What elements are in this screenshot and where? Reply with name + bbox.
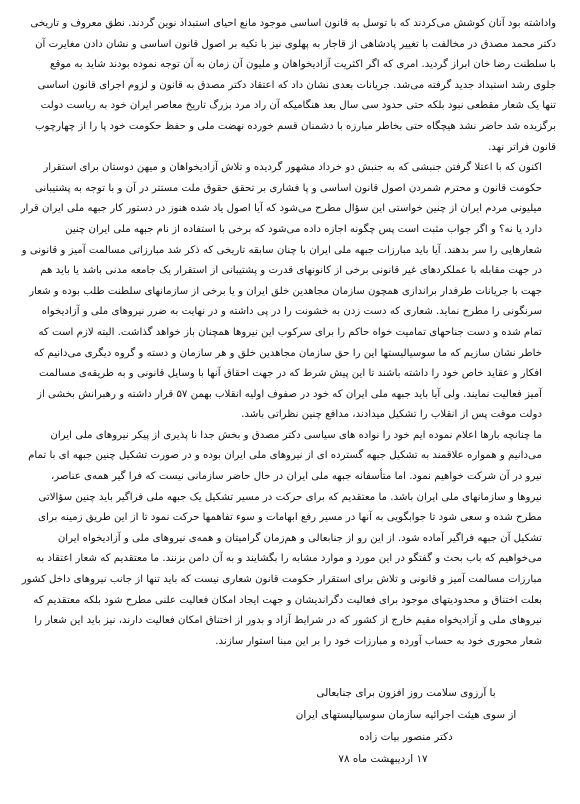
text-line: در جهت مقابله با عملکردهای غیر قانونی برخی از کانونهای قدرت و پشتیبانی از استقرار یک جامعه مدنی باشد یا باید هم xyxy=(40,265,542,277)
signature-name: دکتر منصور بیات زاده xyxy=(359,731,453,744)
text-line: تمام شده و دست جناحهای تمامیت خواه حاکم را برای سرکوب این نیروها همچنان باز خواهد گذاشت. البته لازم است که xyxy=(38,326,542,338)
text-line: دارد یا نه؟ و اگر جواب مثبت است پس چگونه اجازه داده می‌شود که برخی با استفاده از نام جبهه ملی ایران چنین xyxy=(65,223,542,235)
text-line: دکتر محمد مصدق در مخالفت با تغییر پادشاهی از قاجار به پهلوی نیز با تکیه بر اصول قانون اساسی و نشان دادن مغایرت آن xyxy=(35,38,556,50)
text-line: جلوی رشد استبداد جدید گرفته می‌شد. جریانات بعدی نشان داد که اعتقاد دکتر مصدق به قانون و لزوم اجرای قانون اساسی xyxy=(37,79,556,91)
signature-date: ۱۷ اردیبهشت ماه ۷۸ xyxy=(338,753,428,766)
text-line: ما چنانچه بارها اعلام نموده ایم خود را نواده های سیاسی دکتر مصدق و بخش جدا نا پذیری از پیکر نیروهای ملی ایران xyxy=(50,429,542,441)
text-line: قانون فراتر نهد. xyxy=(488,141,556,153)
paragraph-3 xyxy=(18,426,556,653)
text-line: شعارهایی را سر بدهند. آیا باید مبارزات جبهه ملی ایران با چنان سابقه تاریخی که ذکر شد مبارزاتی مسالمت آمیز و قانونی و xyxy=(21,244,542,256)
signature-block xyxy=(256,682,556,770)
text-line: سرنگونی را مطرح نماید. شعاری که دست زدن به خشونت را در پی داشته و در نهایت به ضرر نیروهای ملی و آزادیخواه xyxy=(41,306,542,318)
text-line: می‌دانیم و همواره علاقمند به تشکیل جبهه گسترده ای از نیروهای ملی ایران بوده و در صورت تشکیل چنین جبهه ای با تمام xyxy=(28,450,542,462)
text-line: بعلت اختناق و محدودیتهای موجود برای فعالیت دگراندیشان و جهت ایجاد امکان فعالیت علنی مطرح شود بلکه معتقدیم که xyxy=(33,594,542,606)
text-line: نیروها و سازمانهای ملی ایران باشد. ما معتقدیم که برای حرکت در مسیر تشکیل یک جبهه ملی فراگیر باید چنین سؤالاتی xyxy=(38,491,542,503)
text-line: تشکیل آن جبهه فراگیر آماده شود. از این رو از جنابعالی و هم‌زمان گرامیتان و همه‌ی نیروهای ملی و آزادیخواه ایران xyxy=(57,532,542,544)
text-line: با سلطنت رضا خان ابراز گردید. امری که اگر اکثریت آزادیخواهان و ملیون آن زمان به آن توجه نموده بودند شاید به موقع xyxy=(50,59,556,71)
paragraph-1 xyxy=(18,14,556,158)
text-line: خاطر نشان سازیم که ما سوسیالیستها این را حق سازمان مجاهدین خلق و هر سازمان و دسته و گروه دیگری می‌دانیم که xyxy=(33,347,542,359)
text-line: اکنون که با اعتلا گرفتن جنبشی که به جنبش دو خرداد مشهور گردیده و تلاش آزادیخواهان و میهن دوستان برای استقرار xyxy=(43,162,542,174)
signature-organization: از سوی هیئت اجرائیه سازمان سوسیالیستهای ایران xyxy=(295,709,517,722)
text-line: میلیونی مردم ایران از چنین خواستی این سؤال مطرح می‌شود که آیا اصول یاد شده هنوز در دستور کار جبهه ملی ایران قرار xyxy=(20,203,542,215)
text-line: افکار و عقاید خاص خود را داشته باشند تا این پیش شرط که در جهت احقاق آنها با وسایل قانونی و به طریقه‌ی مسالمت xyxy=(39,368,542,380)
text-line: آمیز فعالیت نمایند. ولی آیا باید جبهه ملی ایران که خود در صفوف اولیه انقلاب بهمن ۵۷ قرار داشته و رهبرانش بخشی از xyxy=(37,388,542,400)
closing-greeting: با آرزوی سلامت روز افزون برای جنابعالی xyxy=(316,687,496,700)
text-line: نیروهای ملی و آزادیخواه مقیم خارج از کشور که در شرایط آزاد و بدور از اختناق امکان فعالیت دارند، نیز باید این شعار را xyxy=(34,615,542,627)
text-line: شعار محوری خود به حساب آورده و مبارزات خود را بر این مبنا استوار سازند. xyxy=(215,635,542,647)
text-line: می‌خواهیم که باب بحث و گفتگو در این مورد و موارد مشابه را بگشایند و به آن دامن بزنند. ما معتقدیم که شعار اعتقاد به xyxy=(35,553,542,565)
text-line: واداشته بود آنان کوشش می‌کردند که با توسل به قانون اساسی موجود مانع احیای استبداد نوین گردند. نطق معروف و تاریخی xyxy=(30,18,556,29)
text-line: نیرو در آن شرکت خواهیم نمود. اما متأسفانه جبهه ملی ایران در حال حاضر سازمانی نیست که فرا گیر همه‌ی عناصر، xyxy=(50,471,542,483)
text-line: حکومت قانون و محترم شمردن اصول قانون اساسی و پا فشاری بر تحقق حقوق ملت مستتر در آن و با توجه به پشتیبانی xyxy=(34,182,542,194)
text-line: مطرح شده و سعی شود تا جوابگویی به آنها در مسیر رفع ابهامات و سوء تفاهمها حرکت نمود تا از این طریق زمینه برای xyxy=(38,512,542,524)
paragraph-2 xyxy=(18,158,556,426)
text-line: برگزیده شد حاضر نشد هیچگاه حتی بخاطر مبارزه با دشمنان قسم خورده نهضت ملی و حفظ حکومت خود پا را از چهارچوب xyxy=(34,120,556,132)
text-line: دولت موقت پس از انقلاب را تشکیل میدادند، مدافع چنین نظراتی باشد. xyxy=(241,409,542,421)
text-line: تنها یک شعار مقطعی نبود بلکه حتی حدود سی سال بعد هنگامیکه آن راد مرد بزرگ تاریخ معاصر ایران خود به ریاست دولت xyxy=(40,100,556,112)
text-line: جهت با جریانات طرفدار براندازی همچون سازمان مجاهدین خلق ایران و یا برخی از سازمانهای سلطنت طلب بوده و شعار xyxy=(29,285,542,297)
text-line: مبارزات مسالمت آمیز و قانونی و تلاش برای استقرار حکومت قانون شعاری نیست که باید تنها از جانب نیروهای داخل کشور xyxy=(21,574,542,586)
